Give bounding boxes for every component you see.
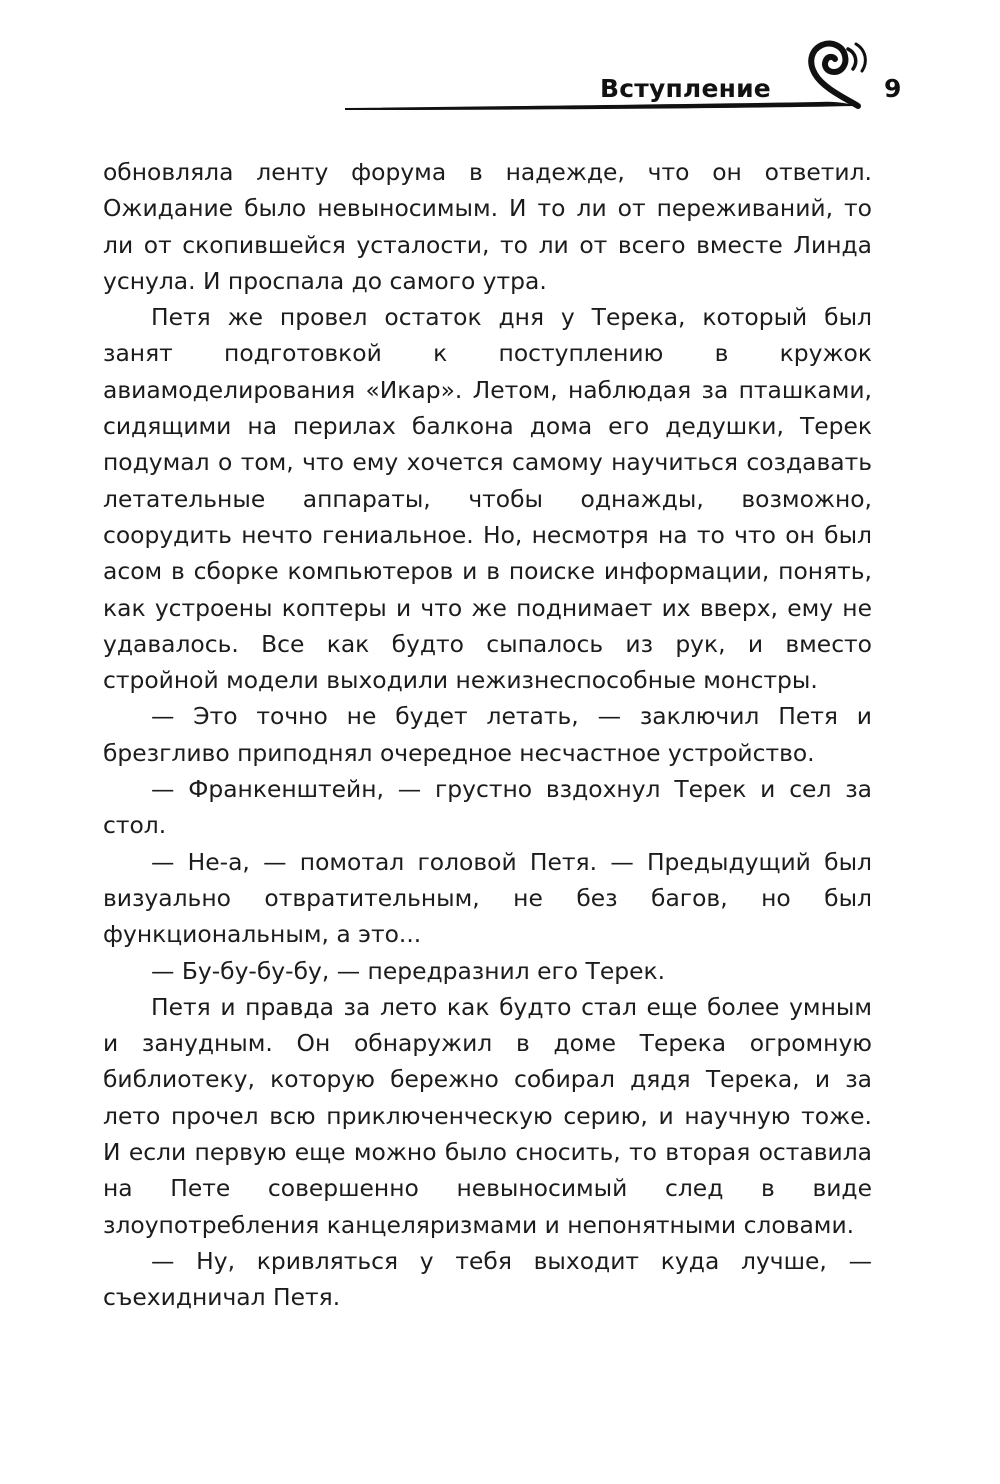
dialogue-line: — Франкенштейн, — грустно вздохнул Терек и сел за стол. <box>103 775 872 840</box>
dialogue-line: — Бу-бу-бу-бу, — передразнил его Терек. <box>151 956 666 985</box>
swirl-ornament-icon <box>0 0 1000 130</box>
chapter-title: Вступление <box>600 74 771 103</box>
paragraph: Петя и правда за лето как будто стал еще более умным и занудным. Он обнаружил в доме Терека огромную библиотеку, которую бережно собирал дядя Терека, и за лето прочел всю приключенческую серию, и научную тоже. И если первую еще можно было сносить, то вторая оставила на Пете совершенно невыносимый след в виде злоупотребления канцеляризмами и непонятными словами. <box>103 992 872 1239</box>
dialogue-line: — Ну, кривляться у тебя выходит куда лучше, — съехидничал Петя. <box>103 1246 872 1312</box>
running-header <box>0 0 1000 130</box>
paragraph: Петя же провел остаток дня у Терека, который был занят подготовкой к поступлению в кружок авиамоделирования «Икар». Летом, наблюдая за пташками, сидящими на перилах балкона дома его дедушки, Терек подумал о том, что ему хочется самому научиться создавать летательные аппараты, чтобы однажды, возможно, соорудить нечто гениальное. Но, несмотря на то что он был асом в сборке компьютеров и в поиске информации, понять, как устроены коптеры и что же поднимает их вверх, ему не удавалось. Все как будто сыпалось из рук, и вместо стройной модели выходили нежизнеспособные монстры. <box>103 303 872 695</box>
dialogue-line: — Не-а, — помотал головой Петя. — Предыдущий был визуально отвратительным, не без багов, но был функциональным, а это... <box>103 847 872 949</box>
page-body <box>103 154 872 1316</box>
paragraph: обновляла ленту форума в надежде, что он ответил. Ожидание было невыносимым. И то ли от переживаний, то ли от скопившейся усталости, то ли от всего вместе Линда уснула. И проспала до самого утра. <box>103 158 872 295</box>
dialogue-line: — Это точно не будет летать, — заключил Петя и брезгливо приподнял очередное несчастное устройство. <box>103 702 872 767</box>
page-number: 9 <box>884 74 902 103</box>
